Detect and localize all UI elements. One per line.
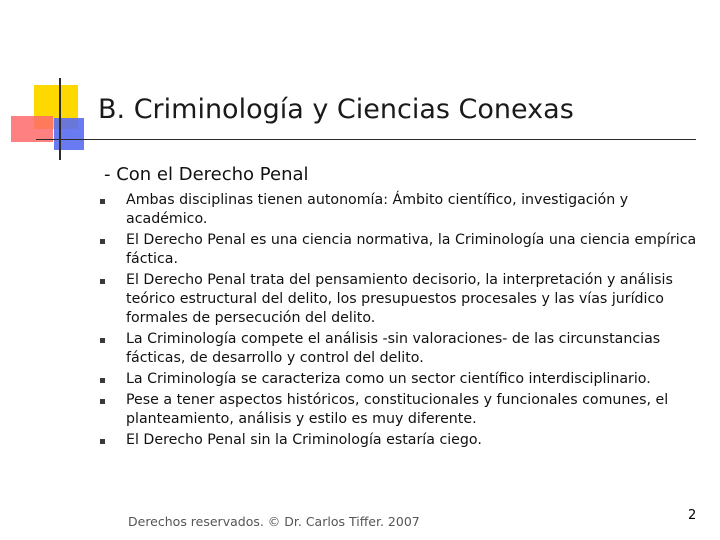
bullet-text: El Derecho Penal sin la Criminología estaría ciego. bbox=[126, 432, 482, 448]
bullet-text: Ambas disciplinas tienen autonomía: Ámbito científico, investigación y académico. bbox=[126, 192, 629, 227]
bullet-text: El Derecho Penal trata del pensamiento decisorio, la interpretación y análisis teórico estructural del delito, los presupuestos procesales y las vías jurídico formales de persecución del delito. bbox=[126, 272, 673, 326]
square-bullet-icon bbox=[100, 338, 105, 343]
bullet-item bbox=[98, 330, 698, 368]
bullet-item bbox=[98, 370, 698, 389]
square-bullet-icon bbox=[100, 399, 105, 404]
bullet-item bbox=[98, 431, 698, 450]
bullet-text: La Criminología compete el análisis -sin valoraciones- de las circunstancias fácticas, de desarrollo y control del delito. bbox=[126, 331, 661, 366]
bullet-item bbox=[98, 271, 698, 328]
square-bullet-icon bbox=[100, 199, 105, 204]
bullet-text: Pese a tener aspectos históricos, constitucionales y funcionales comunes, el planteamiento, análisis y estilo es muy diferente. bbox=[126, 392, 669, 427]
square-bullet-icon bbox=[100, 239, 105, 244]
bullet-item bbox=[98, 231, 698, 269]
bullet-list bbox=[98, 191, 698, 452]
square-bullet-icon bbox=[100, 378, 105, 383]
square-bullet-icon bbox=[100, 439, 105, 444]
decorative-vertical-line bbox=[59, 78, 61, 160]
bullet-text: El Derecho Penal es una ciencia normativa, la Criminología una ciencia empírica fáctica. bbox=[126, 232, 697, 267]
title-underline bbox=[36, 139, 696, 140]
footer-copyright: Derechos reservados. © Dr. Carlos Tiffer. 2007 bbox=[128, 514, 420, 529]
page-number: 2 bbox=[688, 508, 697, 523]
slide-title: B. Criminología y Ciencias Conexas bbox=[98, 94, 574, 125]
section-subtitle: - Con el Derecho Penal bbox=[104, 164, 309, 185]
bullet-item bbox=[98, 191, 698, 229]
bullet-item bbox=[98, 391, 698, 429]
square-bullet-icon bbox=[100, 279, 105, 284]
bullet-text: La Criminología se caracteriza como un sector científico interdisciplinario. bbox=[126, 371, 651, 387]
